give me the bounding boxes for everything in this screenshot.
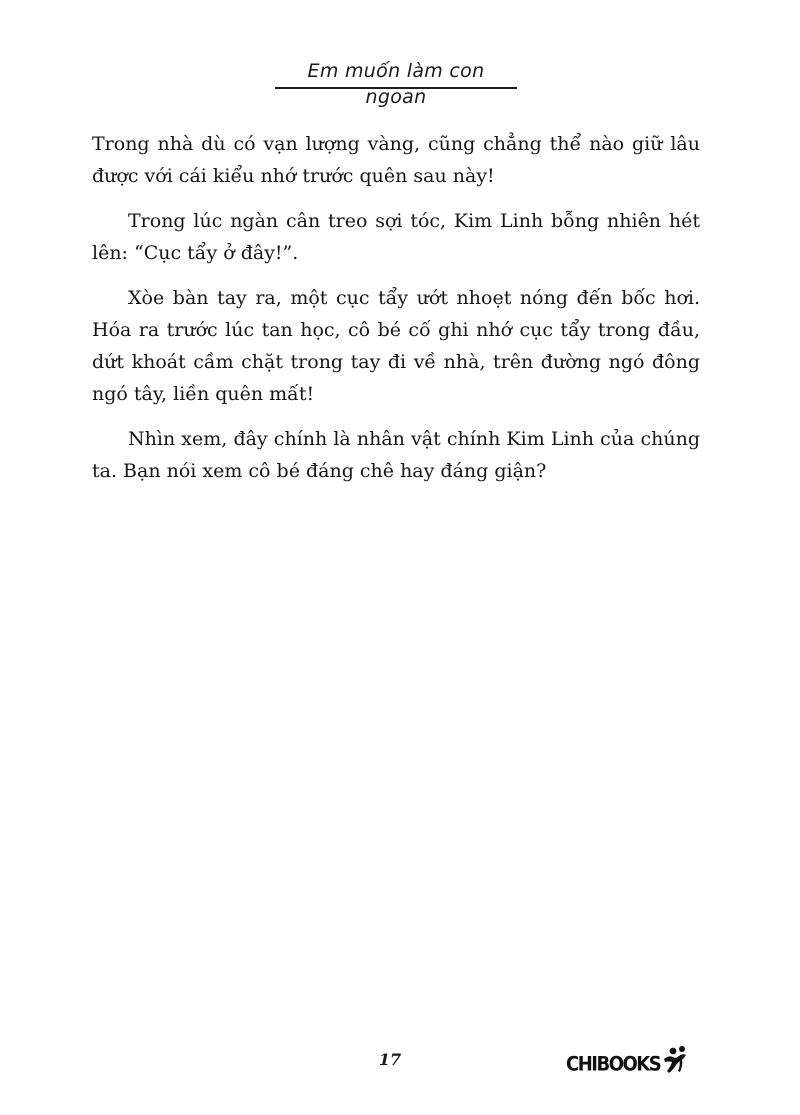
publisher-logo [566,1045,689,1075]
header-divider [275,87,517,89]
page-number: 17 [378,1050,402,1069]
paragraph-3: Xòe bàn tay ra, một cục tẩy ướt nhoẹt nóng đến bốc hơi. Hóa ra trước lúc tan học, cô bé cố ghi nhớ cục tẩy trong đầu, dứt khoát cầm chặt trong tay đi về nhà, trên đường ngó đông ngó tây, liền quên mất! [92,287,700,405]
paragraph-1: Trong nhà dù có vạn lượng vàng, cũng chẳng thể nào giữ lâu được với cái kiểu nhớ trước quên sau này! [92,133,700,187]
publisher-logo-text: CHIBOOKS [566,1052,661,1077]
book-title: Em muốn làm con ngoan [307,60,485,108]
chibooks-figure-icon [661,1045,689,1075]
running-header [275,58,517,110]
page-body [92,128,700,500]
paragraph-4: Nhìn xem, đây chính là nhân vật chính Kim Linh của chúng ta. Bạn nói xem cô bé đáng chê hay đáng giận? [92,428,700,482]
paragraph-2: Trong lúc ngàn cân treo sợi tóc, Kim Linh bỗng nhiên hét lên: “Cục tẩy ở đây!”. [92,210,700,264]
